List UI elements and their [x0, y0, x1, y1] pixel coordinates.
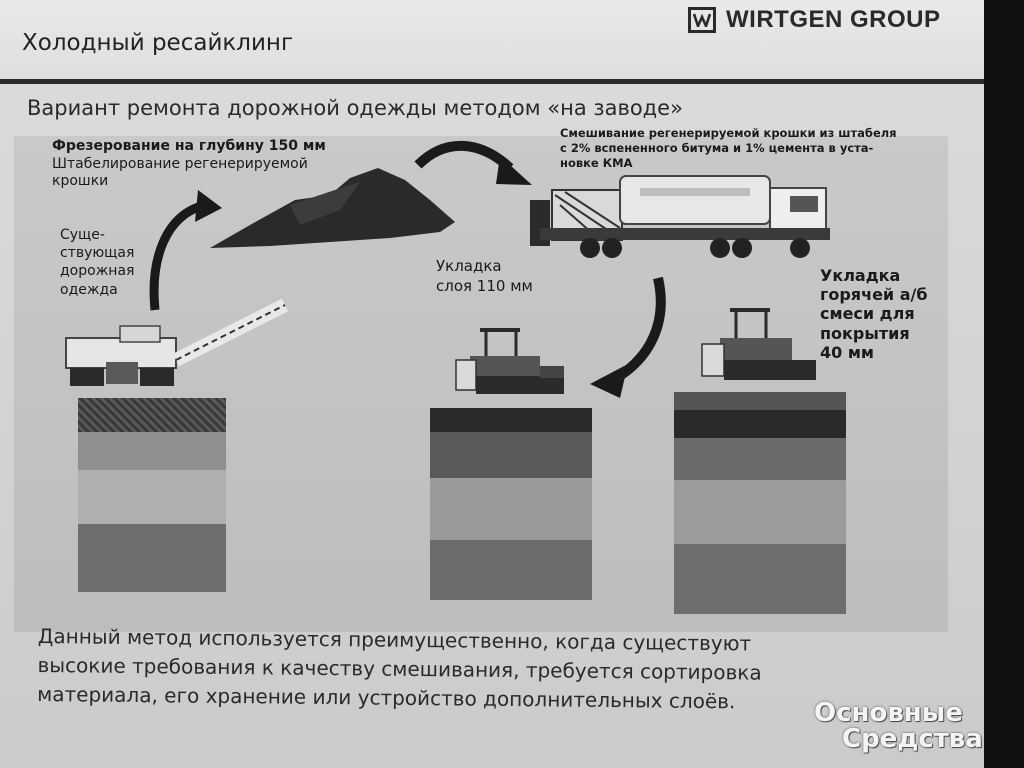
layer-base — [430, 540, 592, 600]
slide-subtitle: Вариант ремонта дорожной одежды методом «на заводе» — [27, 96, 683, 120]
mixing-plant-truck-icon — [530, 176, 830, 258]
slide-title: Холодный ресайклинг — [22, 30, 294, 56]
pavement-layer-top — [78, 398, 226, 432]
layer-3 — [430, 478, 592, 540]
layer-3-2 — [674, 438, 846, 480]
layer-2 — [430, 432, 592, 478]
surface-layer-cross-section — [674, 392, 846, 614]
cold-milling-machine-icon — [66, 305, 285, 386]
arrow-up-icon — [154, 190, 222, 310]
existing-pavement-cross-section — [78, 398, 226, 592]
arrow-down-icon — [590, 278, 661, 398]
layer-40mm — [674, 392, 846, 410]
layer-110mm-3 — [674, 410, 846, 438]
paver-machine-2-icon — [702, 308, 816, 380]
paver-machine-icon — [456, 328, 564, 394]
laying-surface-label: Укладка горячей а/б смеси для покрытия 40 мм — [820, 266, 928, 362]
layer-4 — [674, 480, 846, 544]
watermark: Основные Средства — [814, 698, 983, 754]
base-layer-cross-section — [430, 408, 592, 600]
layer-110mm — [430, 408, 592, 432]
pavement-layer-2 — [78, 432, 226, 470]
arrow-right-icon — [418, 146, 532, 185]
screen-edge — [984, 0, 1024, 768]
layer-base-3 — [674, 544, 846, 614]
method-description: Данный метод используется преимущественно, когда существуют высокие требования к качеству смешивания, требуется сортировка материала, его хранение или устройство дополнительных слоёв. — [37, 623, 762, 714]
existing-pavement-label: Суще- ствующая дорожная одежда — [60, 227, 135, 298]
laying-base-label: Укладка слоя 110 мм — [436, 257, 533, 296]
mixing-label: Смешивание регенерируемой крошки из штабеля с 2% вспененного битума и 1% цемента в уста- новке КМА — [560, 126, 897, 170]
pavement-layer-3 — [78, 470, 226, 524]
milling-label: Фрезерование на глубину 150 мм Штабелирование регенерируемой крошки — [52, 138, 326, 189]
logo-text: WIRTGEN GROUP — [726, 6, 941, 33]
pavement-layer-base — [78, 524, 226, 592]
